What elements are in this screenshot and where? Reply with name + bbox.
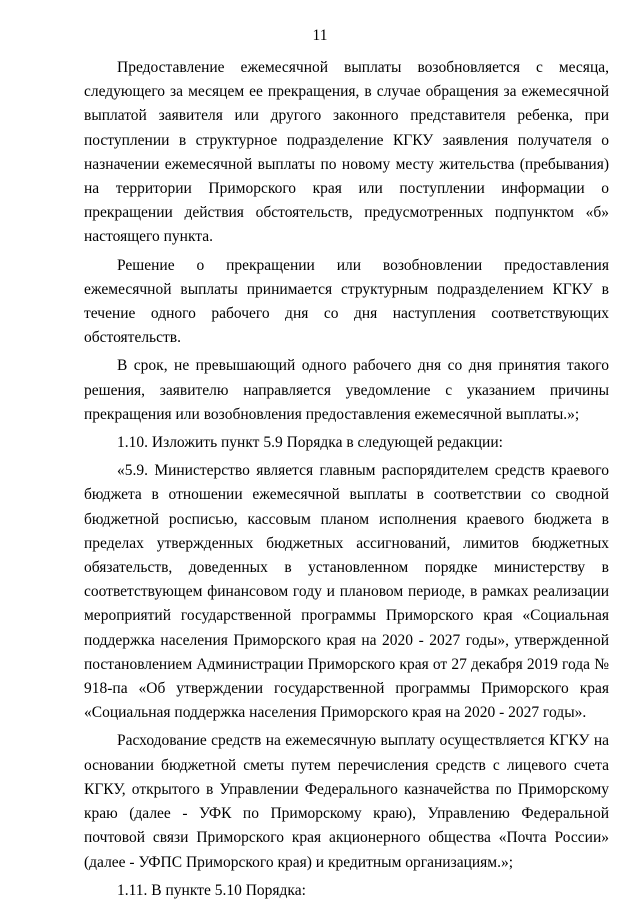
paragraph-spending: Расходование средств на ежемесячную выплату осуществляется КГКУ на основании бюджетной сметы путем перечисления средств с лицевого счета КГКУ, открытого в Управлении Федерального казначейства по Приморскому краю (далее - УФК по Приморскому краю), Управлению Федеральной почтовой связи Приморского края акционерного общества «Почта России» (далее - УФПС Приморского края) и кредитным организациям.»; (84, 732, 609, 871)
page-number: 11 (312, 27, 328, 44)
paragraph-decision: Решение о прекращении или возобновлении предоставления ежемесячной выплаты принимается структурным подразделением КГКУ в течение одного рабочего дня со дня наступления соответствующих обстоятельств. (84, 256, 609, 347)
paragraph-amendment-1-10: 1.10. Изложить пункт 5.9 Порядка в следующей редакции: (117, 434, 503, 452)
paragraph-payment-resumption: Предоставление ежемесячной выплаты возобновляется с месяца, следующего за месяцем ее прекращения, в случае обращения за ежемесячной выплатой заявителя или другого законного представителя ребенка, при поступлении в структурное подразделение КГКУ заявления получателя о назначении ежемесячной выплаты по новому месту жительства (пребывания) на территории Приморского края или поступлении информации о прекращении действия обстоятельств, предусмотренных подпунктом «б» настоящего пункта. (84, 59, 609, 246)
paragraph-notification: В срок, не превышающий одного рабочего дня со дня принятия такого решения, заявителю направляется уведомление с указанием причины прекращения или возобновления предоставления ежемесячной выплаты.»; (84, 357, 609, 423)
paragraph-clause-5-9: «5.9. Министерство является главным распорядителем средств краевого бюджета в отношении ежемесячной выплаты в соответствии со сводной бюджетной росписью, кассовым планом исполнения краевого бюджета в пределах утвержденных бюджетных ассигнований, лимитов бюджетных обязательств, доведенных в установленном порядке министерству в соответствующем финансовом году и плановом периоде, в рамках реализации мероприятий государственной программы Приморского края «Социальная поддержка населения Приморского края на 2020 - 2027 годы», утвержденной постановлением Администрации Приморского края от 27 декабря 2019 года № 918-па «Об утверждении государственной программы Приморского края «Социальная поддержка населения Приморского края на 2020 - 2027 годы». (84, 462, 609, 722)
document-body (84, 56, 609, 903)
paragraph-amendment-1-11: 1.11. В пункте 5.10 Порядка: (117, 881, 306, 899)
